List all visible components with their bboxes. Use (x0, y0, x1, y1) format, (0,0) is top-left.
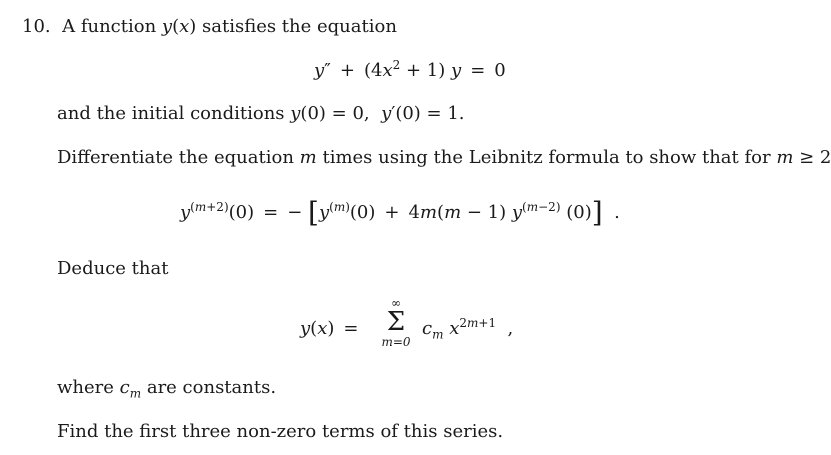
summation-symbol (376, 297, 416, 349)
problem-intro-line (22, 16, 397, 38)
initial-conditions-text: and the initial conditions y(0) = 0, y′(0) = 1. (57, 103, 465, 124)
problem-number: 10. (22, 16, 51, 37)
constants-text: where $c_m$ are constants. (57, 377, 277, 401)
ode-equation: $y'' + (4x^2 + 1) y = 0$ (314, 58, 506, 81)
series-term: $c_m$ $x^{2m+1}$ , (422, 316, 514, 342)
task-text: Find the first three non-zero terms of this series. (57, 421, 504, 442)
sigma-icon: Σ (386, 307, 406, 337)
deduce-text: Deduce that (57, 258, 169, 279)
instruction-text: Differentiate the equation m times using the Leibnitz formula to show that for m ≥ 2 (57, 147, 831, 168)
sum-upper-limit: ∞ (391, 296, 401, 310)
intro-text: A function y(x) satisfies the equation (56, 16, 397, 37)
sum-lower-limit: m=0 (381, 335, 411, 349)
recurrence-equation: $y^{(m+2)}(0)$ = − [$y^{(m)}(0) + 4m(m - 1)$ $y^{(m-2)}$ (0)] . (180, 196, 620, 229)
series-lhs: y(x) = (300, 318, 359, 339)
